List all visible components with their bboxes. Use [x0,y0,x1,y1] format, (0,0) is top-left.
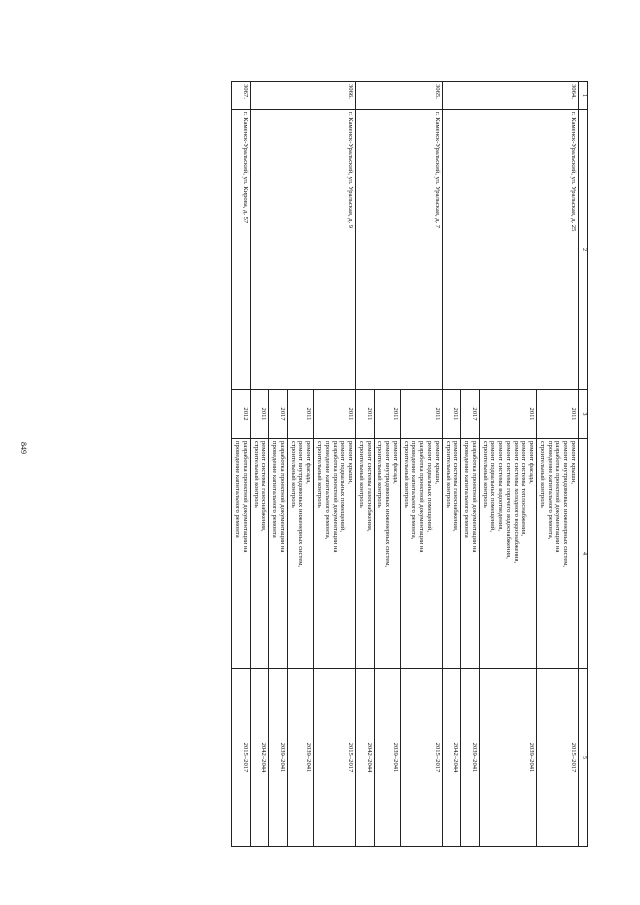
object-number: 3065. [356,82,443,110]
repair-period: 2042–2044 [442,669,461,847]
work-item: ремонт системы газоснабжения, [260,441,268,532]
commission-year: 2011 [537,390,579,439]
work-item: ремонт фасада, [528,441,536,484]
table-row [400,82,442,847]
commission-year: 2017 [269,390,288,439]
work-item: ремонт системы газоснабжения, [452,441,460,532]
commission-year: 2011 [250,390,269,439]
work-item: строительный контроль [538,441,546,508]
work-item: ремонт подвальных помещений, [489,441,497,532]
work-item: ремонт системы газоснабжения, [365,441,373,532]
works-list [479,439,536,669]
commission-year: 2011 [442,390,461,439]
repair-period: 2042–2044 [250,669,269,847]
work-item: ремонт внутридомовых инженерных систем, [562,441,570,568]
work-item: проведение капитального ремонта, [410,441,418,540]
page-number: 849 [19,442,28,454]
table-body [232,82,579,847]
table-row [314,82,356,847]
work-item: ремонт крыши, [433,441,441,484]
work-item: строительный контроль [357,441,365,508]
commission-year: 2011 [287,390,313,439]
work-item: строительный контроль [376,441,384,508]
work-item: строительный контроль [252,441,260,508]
work-item: разработка проектной документации на [418,441,426,553]
commission-year: 2017 [461,390,480,439]
object-number: 3067. [232,82,251,110]
work-item: разработка проектной документации на [331,441,339,553]
commission-year: 2011 [314,390,356,439]
work-item: разработка проектной документации на [241,441,249,553]
work-item: ремонт подвальных помещений, [339,441,347,532]
work-item: ремонт системы горячего водоснабжения, [504,441,512,559]
work-item: строительный контроль [444,441,452,508]
work-item: строительный контроль [481,441,489,508]
commission-year: 2011 [374,390,400,439]
repair-period: 2039–2041 [461,669,480,847]
table-row [537,82,579,847]
work-item: ремонт внутридомовых инженерных систем, [384,441,392,568]
column-number-row [579,82,588,847]
commission-year: 2011 [479,390,536,439]
work-item: строительный контроль [402,441,410,508]
object-number: 3066. [250,82,355,110]
work-item: ремонт внутридомовых инженерных систем, [297,441,305,568]
work-item: разработка проектной документации на [278,441,286,553]
work-item: ремонт подвальных помещений, [425,441,433,532]
work-item: ремонт фасада, [305,441,313,484]
object-number: 3064. [442,82,578,110]
column-header: 5 [579,669,588,847]
commission-year: 2011 [356,390,375,439]
work-item: ремонт крыши, [570,441,577,484]
works-list [250,439,269,669]
column-header: 3 [579,390,588,439]
column-header: 4 [579,439,588,669]
works-list [400,439,442,669]
column-header: 1 [579,82,588,110]
works-list [232,439,251,669]
works-list [374,439,400,669]
object-address: г. Каменск-Уральский, ул. Уральская, д. 7 [356,110,443,390]
work-item: разработка проектной документации на [554,441,562,553]
repair-period: 2039–2041 [374,669,400,847]
work-item: проведение капитального ремонта [271,441,279,538]
work-item: строительный контроль [316,441,324,508]
work-item: ремонт системы теплоснабжения, [520,441,528,536]
works-list [314,439,356,669]
rotated-table-container [80,81,588,846]
works-list [537,439,579,669]
object-address: г. Каменск-Уральский, ул. Кирова, д. 57 [232,110,251,390]
repair-period: 2042–2044 [356,669,375,847]
work-item: ремонт фасада, [391,441,399,484]
works-list [356,439,375,669]
commission-year: 2011 [400,390,442,439]
object-address: г. Каменск-Уральский, ул. Уральская, д. 9 [250,110,355,390]
repair-period: 2015–2017 [232,669,251,847]
capital-repair-table [231,81,588,847]
repair-period: 2039–2041 [269,669,288,847]
work-item: проведение капитального ремонта, [323,441,331,540]
works-list [269,439,288,669]
work-item: ремонт крыши, [347,441,355,484]
repair-period: 2015–2017 [537,669,579,847]
object-address: г. Каменск-Уральский, ул. Уральская, д. 25 [442,110,578,390]
repair-period: 2015–2017 [314,669,356,847]
work-item: ремонт системы холодного водоснабжения, [512,441,520,564]
works-list [287,439,313,669]
column-header: 2 [579,110,588,390]
commission-year: 2012 [232,390,251,439]
work-item: проведение капитального ремонта [463,441,471,538]
work-item: проведение капитального ремонта [234,441,242,538]
work-item: проведение капитального ремонта, [546,441,554,540]
repair-period: 2015–2017 [400,669,442,847]
repair-period: 2039–2041 [287,669,313,847]
repair-period: 2039–2041 [479,669,536,847]
works-list [461,439,480,669]
work-item: ремонт системы водоотведения, [497,441,505,532]
work-item: строительный контроль [289,441,297,508]
works-list [442,439,461,669]
work-item: разработка проектной документации на [470,441,478,553]
table-row [232,82,251,847]
